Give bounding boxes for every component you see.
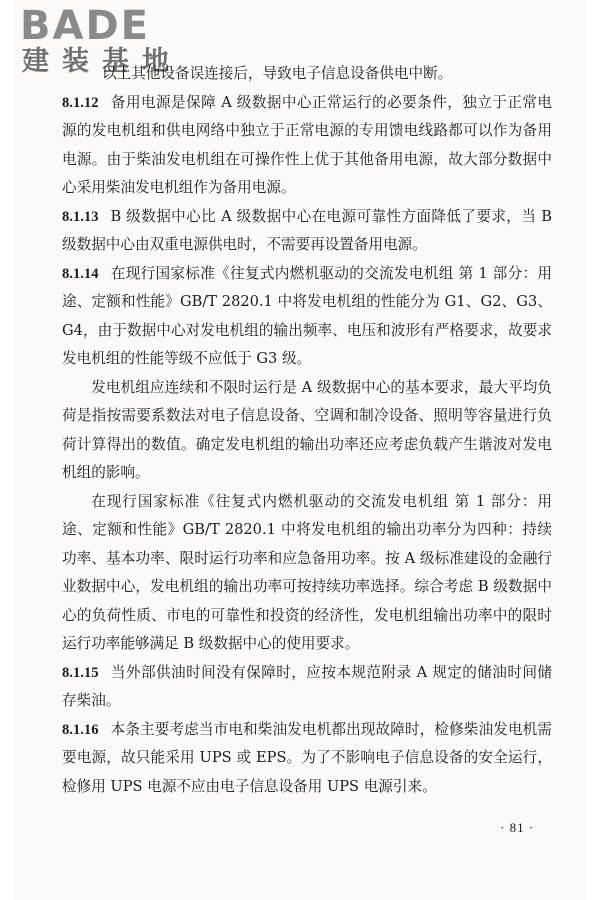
paragraph-generator-continuous (62, 374, 552, 488)
clause-number: 8.1.15 (62, 664, 99, 681)
watermark-brand: BADE (20, 3, 150, 49)
clause-8-1-12 (62, 89, 552, 203)
page-number: · 81 · (500, 820, 535, 835)
clause-text: 当外部供油时间没有保障时，应按本规范附录 A 规定的储油时间储存柴油。 (62, 663, 552, 709)
paragraph-text: 在现行国家标准《往复式内燃机驱动的交流发电机组 第 1 部分：用途、定额和性能》GB/T 2820.1 中将发电机组的输出功率分为四种：持续功率、基本功率、限时运行功率和应急备用功率。按 A 级标准建设的金融行业数据中心，发电机组的输出功率可按持续功率选择。综合考虑 B 级数据中心的负荷性质、市电的可靠性和投资的经济性，发电机组输出功率中的限时运行功率能够满足 B 级数据中心的使用要求。 (62, 492, 552, 652)
clause-8-1-16 (62, 716, 552, 802)
clause-number: 8.1.12 (62, 94, 99, 111)
clause-8-1-15 (62, 659, 552, 716)
document-body (62, 60, 552, 801)
clause-text: B 级数据中心比 A 级数据中心在电源可靠性方面降低了要求，当 B 级数据中心由双重电源供电时，不需要再设置备用电源。 (62, 207, 552, 253)
clause-number: 8.1.14 (62, 265, 99, 282)
paragraph-generator-output (62, 488, 552, 659)
clause-text: 备用电源是保障 A 级数据中心正常运行的必要条件，独立于正常电源的发电机组和供电网络中独立于正常电源的专用馈电线路都可以作为备用电源。由于柴油发电机组在可操作性上优于其他备用电源，故大部分数据中心采用柴油发电机组作为备用电源。 (62, 93, 552, 196)
paragraph-continuation (62, 60, 552, 89)
document-page (14, 0, 586, 900)
clause-8-1-14 (62, 260, 552, 374)
clause-number: 8.1.13 (62, 208, 99, 225)
paragraph-text: 以上其他设备误连接后，导致电子信息设备供电中断。 (102, 65, 453, 82)
watermark-subtitle: 建装基地 (22, 46, 182, 77)
clause-text: 本条主要考虑当市电和柴油发电机都出现故障时，检修柴油发电机需要电源，故只能采用 UPS 或 EPS。为了不影响电子信息设备的安全运行，检修用 UPS 电源不应由电子信息设备用 UPS 电源引来。 (62, 720, 552, 795)
clause-number: 8.1.16 (62, 721, 99, 738)
clause-text: 在现行国家标准《往复式内燃机驱动的交流发电机组 第 1 部分：用途、定额和性能》GB/T 2820.1 中将发电机组的性能分为 G1、G2、G3、G4，由于数据中心对发电机组的输出频率、电压和波形有严格要求，故要求发电机组的性能等级不应低于 G3 级。 (62, 264, 552, 367)
clause-8-1-13 (62, 203, 552, 260)
paragraph-text: 发电机组应连续和不限时运行是 A 级数据中心的基本要求，最大平均负荷是指按需要系数法对电子信息设备、空调和制冷设备、照明等容量进行负荷计算得出的数值。确定发电机组的输出功率还应考虑负载产生谐波对发电机组的影响。 (62, 378, 552, 481)
